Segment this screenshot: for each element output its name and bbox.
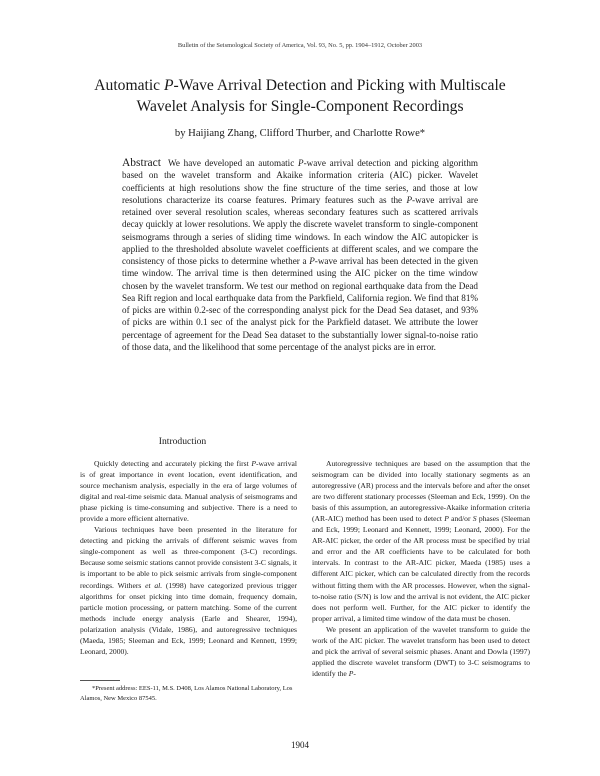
intro-paragraph-1	[80, 458, 297, 524]
abstract-text-1: We have developed an automatic	[167, 158, 299, 168]
abstract-italic-3: P	[309, 256, 315, 266]
running-head: Bulletin of the Seismological Society of America, Vol. 93, No. 5, pp. 1904–1912, October 2003	[177, 42, 423, 49]
intro-p2-italic: et al.	[145, 580, 163, 590]
title-line2: Wavelet Analysis for Single-Component Recordings	[136, 98, 464, 115]
abstract-text-2: -wave arrival detection and picking algorithm based on the wavelet transform and Akaike information criteria (AIC) picker. Wavelet coefficients at high resolutions show the fine structure of the time series, and those at low resolutions characterize its coarse features. Primary features such as the	[122, 158, 478, 205]
intro-paragraph-2	[80, 524, 297, 657]
paper-title	[60, 75, 540, 117]
abstract-text-3: -wave arrival are retained over several resolution scales, whereas secondary features such as scattered arrivals decay quickly at lower resolutions. We apply the discrete wavelet transform to single-component seismograms through a series of sliding time windows. In each window the AIC autopicker is applied to the thresholded absolute wavelet coefficients at different scales, and we compare the consistency of those picks to determine whether a	[122, 194, 478, 266]
left-column	[80, 458, 297, 657]
intro-p3-text-m: and/or	[448, 514, 473, 524]
intro-p1-text-b: -wave arrival is of great importance in event location, event identification, and source mechanism analysis, especially in the era of large volumes of digital and real-time seismic data. Manual analysis of seismograms and phase picking is time-consuming and subjective. There is a need to provide a more efficient alternative.	[80, 459, 298, 524]
intro-p2-text-a: Various techniques have been presented in the literature for detecting and picking the arrivals of different seismic waves from single-component as well as three-component (3-C) recordings. Because some seismic stations cannot provide consistent 3-C signals, it is important to be able to pick seismic arrivals from single-component recordings. Withers	[80, 525, 297, 590]
abstract-italic-2: P	[406, 194, 413, 205]
page-number: 1904	[291, 740, 309, 750]
intro-paragraph-3	[312, 458, 530, 624]
intro-p1-italic: P	[251, 459, 256, 468]
title-line1-post: -Wave Arrival Detection and Picking with Multiscale	[173, 77, 506, 94]
intro-p4-text-b: -	[353, 668, 356, 678]
footnote: *Present address: EES-11, M.S. D408, Los Alamos National Laboratory, Los Alamos, New Mexico 87545.	[80, 685, 293, 702]
intro-p3-text-a: Autoregressive techniques are based on the assumption that the seismogram can be divided into locally stationary segments as an autoregressive (AR) process and the intervals before and after the onset are two different stationary processes (Sleeman and Eck, 1999). On the basis of this assumption, an autoregressive-Akaike information criteria (AR-AIC) method has been used to detect	[312, 459, 530, 524]
intro-p2-text-b: (1998) have categorized previous trigger algorithms for onset picking into time domain, frequency domain, particle motion processing, or pattern matching. Some of the current methods include energy analysis (Earle and Shearer, 1994), polarization analysis (Vidale, 1986), and autoregressive techniques (Maeda, 1985; Sleeman and Eck, 1999; Leonard and Kennett, 1999; Leonard, 2000).	[80, 580, 297, 656]
introduction-heading: Introduction	[158, 436, 207, 447]
intro-p4-italic: P	[348, 668, 354, 678]
abstract-heading: Abstract	[122, 157, 161, 169]
intro-p4-text-a: We present an application of the wavelet transform to guide the work of the AIC picker. The wavelet transform has been used to detect and pick the arrival of several seismic phases. Anant and Dowla (1997) applied the discrete wavelet transform (DWT) to 3-C seismograms to identify the	[312, 624, 530, 678]
abstract-text-4: -wave arrival has been detected in the given time window. The arrival time is then determined using the AIC picker on the time window chosen by the wavelet transform. We test our method on regional earthquake data from the Dead Sea Rift region and local earthquake data from the Parkfield, California region. We find that 81% of picks are within 0.2-sec of the corresponding analyst pick for the Dead Sea dataset, and 93% of picks are within 0.1 sec of the analyst pick for the Parkfield dataset. We attribute the lower percentage of agreement for the Dead Sea dataset to the substantially lower signal-to-noise ratio of those data, and the likelihood that some percentage of the analyst picks are in error.	[122, 256, 479, 352]
abstract-italic-1: P	[298, 158, 304, 168]
right-column	[312, 458, 530, 679]
intro-p3-italic-2: S	[472, 514, 477, 524]
intro-paragraph-4	[312, 624, 530, 679]
intro-p1-text-a: Quickly detecting and accurately picking the first	[94, 459, 252, 468]
footnote-rule	[80, 680, 120, 681]
title-line1-pre: Automatic	[94, 77, 164, 94]
intro-p3-italic-1: P	[444, 514, 449, 524]
title-line1-italic: P	[164, 77, 174, 94]
intro-p3-text-b: phases (Sleeman and Eck, 1999; Leonard and Kennett, 1999; Leonard, 2000). For the AR-AIC picker, the order of the AR process must be specified by trial and error and the AR coefficients have to be calculated for both intervals. In contrast to the AR-AIC picker, Maeda (1985) uses a different AIC picker, which can be calculated directly from the records without fitting them with the AR processes. However, when the signal-to-noise ratio (S/N) is low and the arrival is not evident, the AIC picker does not perform well. Further, for the AIC picker to identify the proper arrival, a limited time window of the data must be chosen.	[312, 514, 530, 623]
author-byline: by Haijiang Zhang, Clifford Thurber, and Charlotte Rowe*	[174, 128, 426, 139]
abstract	[122, 157, 478, 353]
